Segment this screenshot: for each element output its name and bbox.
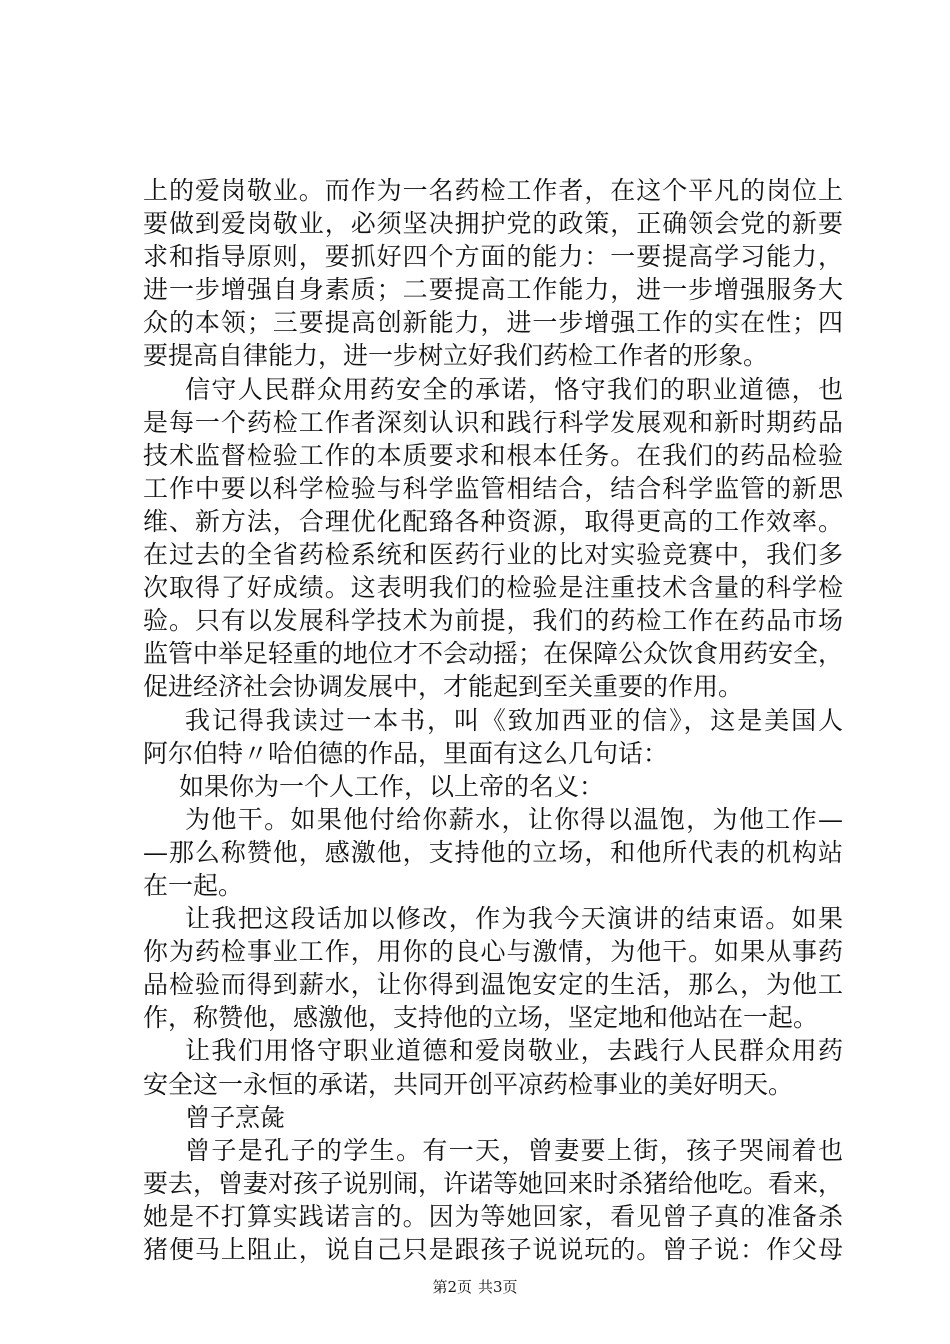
text-line: 猪便马上阻止，说自己只是跟孩子说说玩的。曾子说：作父母 — [143, 1235, 843, 1264]
paragraph-start-line: 让我们用恪守职业道德和爱岗敬业，去践行人民群众用药 — [185, 1036, 843, 1066]
page-number: 第2页 — [432, 1278, 472, 1296]
text-line: 工作中要以科学检验与科学监管相结合，结合科学监管的新思 — [143, 473, 843, 503]
text-line: 验。只有以发展科学技术为前提，我们的药检工作在药品市场 — [143, 606, 843, 636]
paragraph-start-line: 信守人民群众用药安全的承诺，恪守我们的职业道德，也 — [185, 374, 843, 404]
text-line: 品检验而得到薪水，让你得到温饱安定的生活，那么，为他工 — [143, 970, 843, 1000]
paragraph-start-line: 如果你为一个人工作，以上帝的名义： — [179, 771, 605, 801]
page-total: 共3页 — [478, 1278, 518, 1296]
text-line: 安全这一永恒的承诺，共同开创平凉药检事业的美好明天。 — [143, 1069, 794, 1099]
paragraph-start-line: 为他干。如果他付给你薪水，让你得以温饱，为他工作— — [185, 804, 843, 834]
text-line: 众的本领；三要提高创新能力，进一步增强工作的实在性；四 — [143, 308, 843, 338]
text-line: 维、新方法，合理优化配臵各种资源，取得更高的工作效率。 — [143, 506, 843, 536]
text-line: 要提高自律能力，进一步树立好我们药检工作者的形象。 — [143, 341, 769, 371]
text-line: 进一步增强自身素质；二要提高工作能力，进一步增强服务大 — [143, 275, 843, 305]
text-line: 求和指导原则，要抓好四个方面的能力：一要提高学习能力， — [143, 242, 843, 272]
text-line: 在过去的全省药检系统和医药行业的比对实验竞赛中，我们多 — [143, 540, 843, 570]
section-heading: 曾子烹彘 — [185, 1102, 286, 1132]
text-line: 你为药检事业工作，用你的良心与激情，为他干。如果从事药 — [143, 937, 843, 967]
paragraph-start-line: 曾子是孔子的学生。有一天，曾妻要上街，孩子哭闹着也 — [185, 1135, 843, 1165]
text-line: 监管中举足轻重的地位才不会动摇；在保障公众饮食用药安全， — [143, 639, 844, 669]
body-text — [143, 174, 843, 1266]
text-line: 促进经济社会协调发展中，才能起到至关重要的作用。 — [143, 672, 744, 702]
text-line: 在一起。 — [143, 870, 244, 900]
text-line: 是每一个药检工作者深刻认识和践行科学发展观和新时期药品 — [143, 407, 843, 437]
text-line: —那么称赞他，感激他，支持他的立场，和他所代表的机构站 — [143, 837, 843, 867]
text-line: 技术监督检验工作的本质要求和根本任务。在我们的药品检验 — [143, 440, 843, 470]
text-line: 阿尔伯特〃哈伯德的作品，里面有这么几句话： — [143, 738, 669, 768]
text-line: 她是不打算实践诺言的。因为等她回家，看见曾子真的准备杀 — [143, 1201, 843, 1231]
text-line: 次取得了好成绩。这表明我们的检验是注重技术含量的科学检 — [143, 573, 843, 603]
paragraph-start-line: 我记得我读过一本书，叫《致加西亚的信》，这是美国人 — [185, 705, 843, 735]
text-line: 上的爱岗敬业。而作为一名药检工作者，在这个平凡的岗位上 — [143, 176, 843, 205]
paragraph-start-line: 让我把这段话加以修改，作为我今天演讲的结束语。如果 — [185, 904, 843, 934]
page-footer — [0, 1277, 950, 1297]
text-line: 要做到爱岗敬业，必须坚决拥护党的政策，正确领会党的新要 — [143, 209, 843, 239]
text-line: 要去，曾妻对孩子说别闹，许诺等她回来时杀猪给他吃。看来， — [143, 1168, 844, 1198]
text-line: 作，称赞他，感激他，支持他的立场，坚定地和他站在一起。 — [143, 1003, 819, 1033]
